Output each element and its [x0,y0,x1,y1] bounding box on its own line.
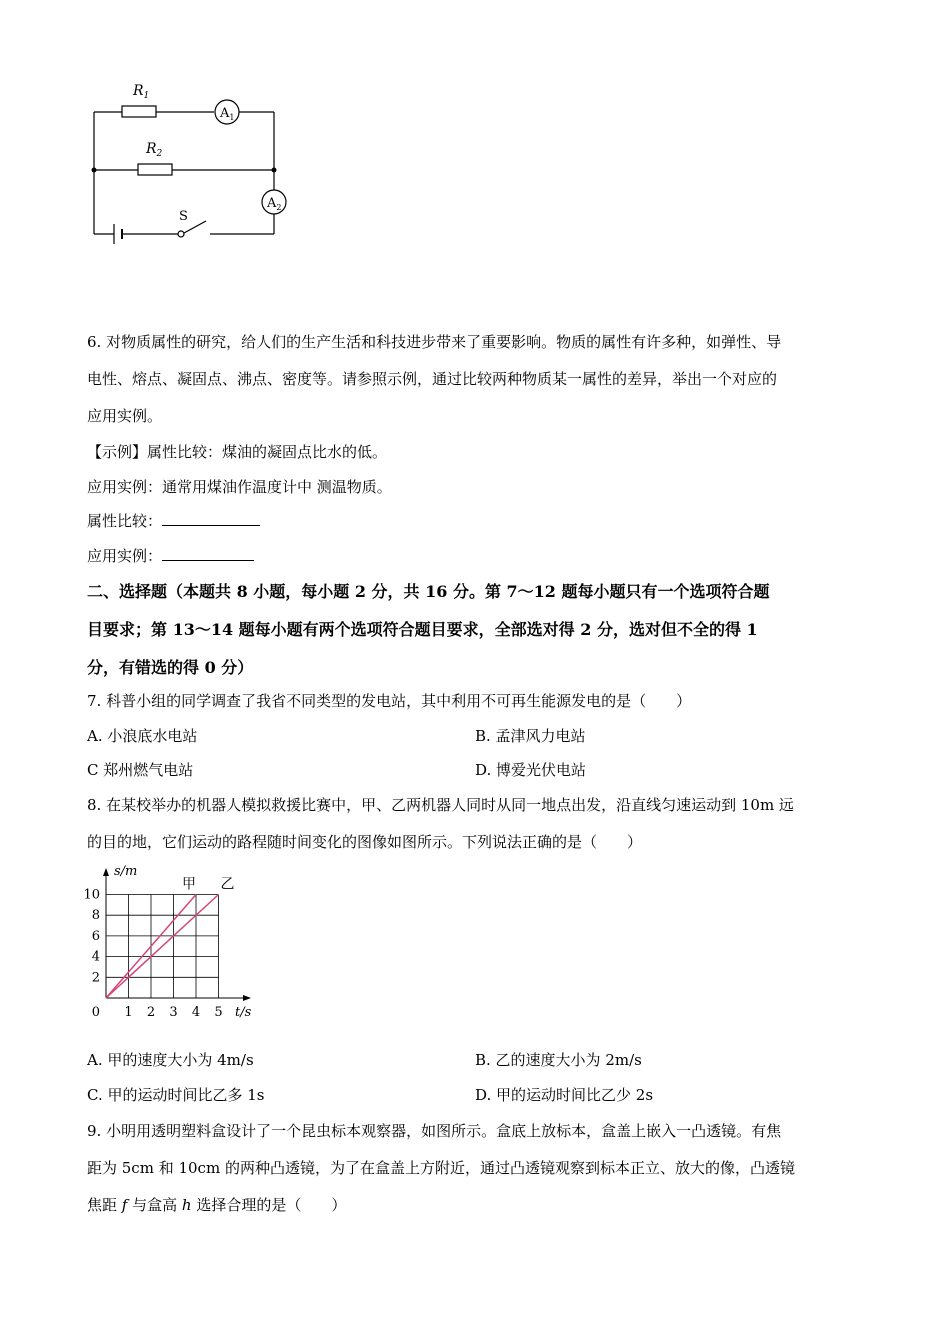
origin-label: 0 [91,1005,100,1020]
y-tick-label: 2 [91,970,100,986]
switch-contact [178,231,184,237]
q6-property-answer: 属性比较： [87,510,260,531]
section2-header-line3: 分，有错选的得 0 分） [87,658,254,677]
q7-option-a[interactable]: A. 小浪底水电站 [87,727,198,745]
series-label-yi: 乙 [220,876,235,893]
y-tick-label: 6 [91,928,100,944]
x-tick-label: 4 [191,1005,201,1020]
x-tick-label: 1 [124,1005,133,1020]
section2-header-line2: 目要求；第 13～14 题每小题有两个选项符合题目要求，全部选对得 2 分，选对但不全的得 1 [87,620,758,639]
q8-option-b[interactable]: B. 乙的速度大小为 2m/s [475,1051,642,1069]
q6-application-answer: 应用实例： [87,545,254,566]
section2-header-line1: 二、选择题（本题共 8 小题，每小题 2 分，共 16 分。第 7～12 题每小题只有一个选项符合题 [87,582,770,601]
svg-text:R1: $R_1$ [133,83,150,101]
q8-text-line1: 8. 在某校举办的机器人模拟救援比赛中，甲、乙两机器人同时从同一地点出发，沿直线匀速运动到 10m 远 [87,796,794,814]
q6-text-line1: 6. 对物质属性的研究，给人们的生产生活和科技进步带来了重要影响。物质的属性有许多种，如弹性、导 [87,333,782,351]
y-tick-label: 10 [83,887,100,903]
x-axis-arrow [243,995,251,1001]
q6-text-line2: 电性、熔点、凝固点、沸点、密度等。请参照示例，通过比较两种物质某一属性的差异，举出一个对应的 [87,370,778,388]
q7-option-d[interactable]: D. 博爱光伏电站 [475,761,587,779]
q6-text-line3: 应用实例。 [87,407,163,425]
q6-example: 【示例】属性比较：煤油的凝固点比水的低。 [87,443,388,461]
svg-text:A1: $A_1$ [220,106,235,122]
svg-text:A2: $A_2$ [267,196,282,212]
q8-text-line2: 的目的地，它们运动的路程随时间变化的图像如图所示。下列说法正确的是（ ） [87,833,643,851]
q9-text-line1: 9. 小明用透明塑料盒设计了一个昆虫标本观察器，如图所示。盒底上放标本，盒盖上嵌入一凸透镜。有焦 [87,1122,782,1140]
resistor-r2 [138,164,172,175]
q9-text-line3: 焦距 f 与盒高 h 选择合理的是（ ） [87,1196,347,1214]
svg-text:S: S [179,209,188,224]
svg-text:R2: $R_2$ [146,141,163,159]
q8-option-a[interactable]: A. 甲的速度大小为 4m/s [87,1051,254,1069]
q7-option-b[interactable]: B. 孟津风力电站 [475,727,586,745]
y-axis-label: s/m [114,864,138,879]
focal-length-symbol: f [121,1196,128,1214]
x-tick-label: 2 [146,1005,156,1020]
property-answer-blank[interactable] [162,511,260,526]
application-answer-blank[interactable] [162,546,254,561]
q6-example-application: 应用实例：通常用煤油作温度计中 测温物质。 [87,478,392,496]
x-tick-label: 5 [214,1005,223,1020]
box-height-symbol: h [181,1196,192,1214]
q9-text-line2: 距为 5cm 和 10cm 的两种凸透镜，为了在盒盖上方附近，通过凸透镜观察到标本正立、放大的像，凸透镜 [87,1159,795,1177]
q7-stem: 7. 科普小组的同学调查了我省不同类型的发电站，其中利用不可再生能源发电的是（ ） [87,692,692,710]
q8-option-c[interactable]: C. 甲的运动时间比乙多 1s [87,1086,265,1104]
series-label-jia: 甲 [182,876,196,893]
circuit-diagram [80,70,310,260]
series-line-yi [106,895,219,999]
q7-option-c[interactable]: C 郑州燃气电站 [87,761,194,779]
x-axis-label: t/s [235,1005,252,1020]
resistor-r1 [122,106,156,117]
y-tick-label: 4 [91,949,100,965]
y-axis-arrow [103,868,109,876]
distance-time-chart [82,860,272,1025]
y-tick-label: 8 [91,908,100,924]
x-tick-label: 3 [169,1005,178,1020]
q8-option-d[interactable]: D. 甲的运动时间比乙少 2s [475,1086,654,1104]
